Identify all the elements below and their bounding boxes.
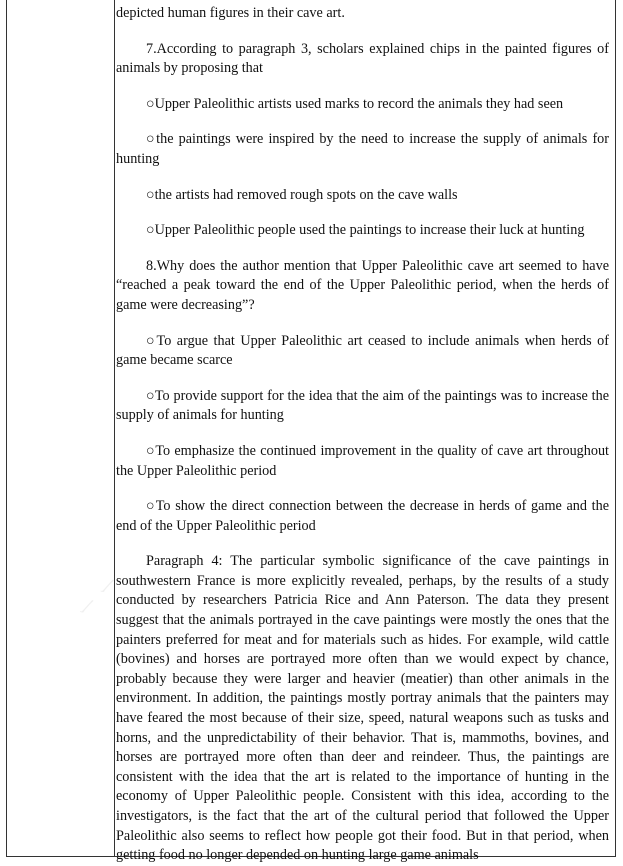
q8-option-c[interactable]: ○To emphasize the continued improvement in the quality of cave art throughout the Upper Paleolithic period: [116, 442, 609, 479]
q7-option-c[interactable]: ○the artists had removed rough spots on the cave walls: [146, 186, 458, 203]
lead-in-text: depicted human figures in their cave art.: [116, 5, 345, 21]
q8-option-b[interactable]: ○To provide support for the idea that the aim of the paintings was to increase the supply of animals for hunting: [116, 387, 609, 424]
content-cell: [116, 4, 609, 866]
q7-option-d[interactable]: ○Upper Paleolithic people used the paintings to increase their luck at hunting: [146, 222, 585, 239]
paragraph-4: Paragraph 4: The particular symbolic significance of the cave paintings in southwestern France is more explicitly revealed, perhaps, by the results of a study conducted by researchers Patricia Rice and Ann Paterson. The data they present suggest that the animals portrayed in the cave paintings were mostly the ones that the painters preferred for meat and for materials such as hides. For example, wild cattle (bovines) and horses are portrayed more often than we would expect by chance, probably because they were larger and heavier (meatier) than other animals in the environment. In addition, the paintings mostly portray animals that the painters may have feared the most because of their size, speed, natural weapons such as tusks and horns, and the unpredictability of their behavior. That is, mammoths, bovines, and horses are portrayed more often than deer and reindeer. Thus, the paintings are consistent with the idea that the art is related to the importance of hunting in the economy of Upper Paleolithic people. Consistent with this idea, according to the investigators, is the fact that the art of the cultural period that followed the Upper Paleolithic also seems to reflect how people got their food. But in that period, when getting food no longer depended on hunting large game animals: [116, 553, 609, 864]
q7-option-a[interactable]: ○Upper Paleolithic artists used marks to record the animals they had seen: [146, 95, 564, 112]
watermark: ー ー: [71, 570, 126, 624]
question-8-stem: 8.Why does the author mention that Upper Paleolithic cave art seemed to have “reached a peak toward the end of the Upper Paleolithic period, when the herds of game were decreasing”?: [116, 257, 609, 313]
q8-option-d[interactable]: ○To show the direct connection between the decrease in herds of game and the end of the Upper Paleolithic period: [116, 498, 609, 534]
q8-option-a[interactable]: ○To argue that Upper Paleolithic art ceased to include animals when herds of game became scarce: [116, 332, 609, 369]
column-divider: [114, 0, 115, 857]
q7-option-b[interactable]: ○the paintings were inspired by the need to increase the supply of animals for hunting: [116, 131, 609, 167]
question-7-stem: 7.According to paragraph 3, scholars explained chips in the painted figures of animals by proposing that: [116, 40, 609, 77]
